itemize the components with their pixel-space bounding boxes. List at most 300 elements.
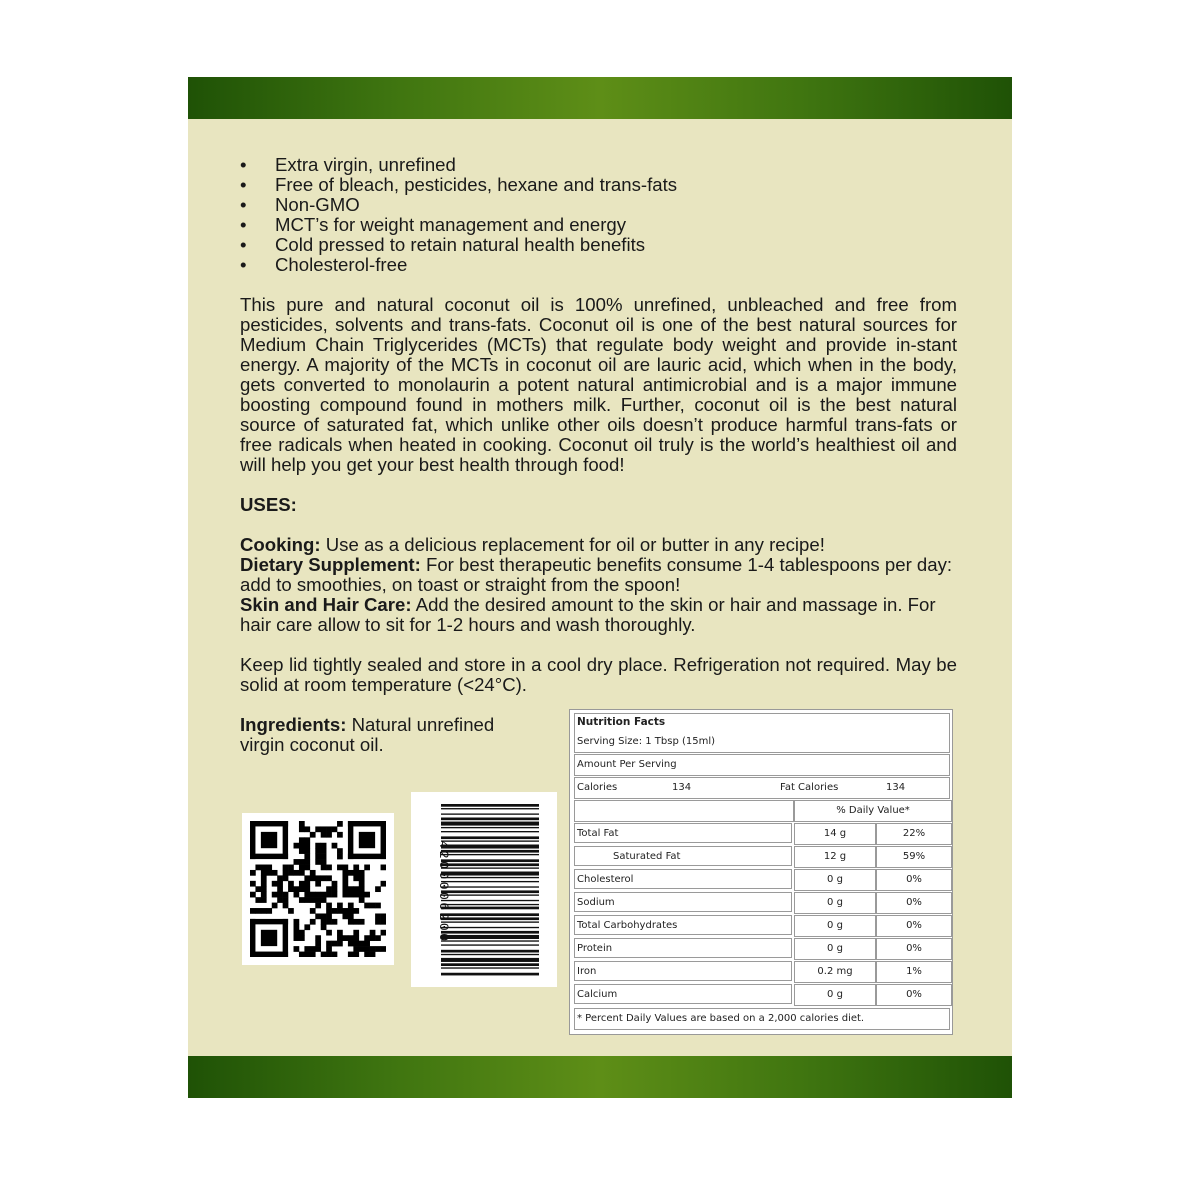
uses-heading: USES: [240, 494, 297, 515]
qr-finder [250, 854, 288, 859]
qr-module [299, 870, 305, 876]
nutrient-row [574, 823, 952, 845]
ingredients [240, 715, 540, 755]
qr-module [321, 854, 327, 860]
qr-module [288, 886, 294, 892]
amount-per-serving: Amount Per Serving [577, 759, 677, 770]
qr-module [310, 870, 316, 876]
qr-module [304, 892, 310, 898]
qr-module [342, 886, 348, 892]
qr-code-icon [250, 821, 386, 957]
nutrient-daily-value: 0% [876, 892, 952, 914]
qr-module [266, 865, 272, 871]
qr-module [294, 935, 300, 941]
qr-module [353, 919, 359, 925]
use-label: Skin and Hair Care: [240, 594, 412, 615]
qr-module [261, 908, 267, 914]
qr-module [266, 870, 272, 876]
qr-module [315, 946, 321, 952]
qr-module [304, 837, 310, 843]
feature-item: • Cholesterol-free [240, 255, 957, 275]
qr-module [315, 881, 321, 887]
qr-module [326, 941, 332, 947]
barcode-bar [441, 827, 539, 828]
barcode-bar [441, 950, 539, 953]
daily-value-header: % Daily Value* [794, 800, 952, 822]
qr-module [321, 843, 327, 849]
nutrient-amount: 0 g [794, 869, 876, 891]
qr-module [337, 854, 343, 860]
qr-module [326, 913, 332, 919]
qr-module [283, 903, 289, 909]
qr-module [375, 946, 381, 952]
nutrition-title-row [574, 713, 950, 753]
qr-module [348, 886, 354, 892]
qr-module [348, 908, 354, 914]
qr-module [348, 919, 354, 925]
qr-module [353, 892, 359, 898]
barcode-bar [441, 940, 539, 941]
footnote-row [574, 1008, 950, 1030]
nutrient-name: Calcium [574, 984, 792, 1004]
qr-module [381, 946, 386, 952]
qr-module [348, 935, 354, 941]
qr-finder [359, 832, 375, 848]
barcode-bar [441, 958, 539, 962]
qr-module [326, 865, 332, 871]
qr-module [299, 886, 305, 892]
qr-module [342, 870, 348, 876]
qr-module [353, 865, 359, 871]
use-text: Add the desired amount to the skin or hair and massage in. For hair care allow to sit for 1-2 hours and wash thoroughly. [240, 594, 936, 635]
qr-module [370, 952, 376, 957]
nutrient-name: Sodium [574, 892, 792, 912]
qr-module [332, 881, 338, 887]
qr-module [288, 908, 294, 914]
nutrient-row [574, 846, 952, 868]
qr-module [342, 935, 348, 941]
qr-module [250, 881, 256, 887]
qr-module [294, 843, 300, 849]
qr-module [250, 908, 256, 914]
qr-module [342, 875, 348, 881]
barcode-bar [441, 881, 539, 882]
barcode-bar [441, 954, 539, 955]
barcode-bar [441, 808, 539, 809]
product-label-panel [188, 77, 1012, 1098]
qr-module [304, 875, 310, 881]
qr-module [288, 870, 294, 876]
qr-module [321, 913, 327, 919]
barcode-bar [441, 927, 539, 928]
barcode-bar [441, 944, 539, 945]
barcode-bar [441, 850, 539, 853]
qr-module [304, 865, 310, 871]
qr-module [375, 935, 381, 941]
qr-module [359, 946, 365, 952]
nutrient-daily-value: 0% [876, 984, 952, 1006]
qr-finder [250, 919, 255, 957]
qr-module [381, 919, 386, 925]
nutrient-amount: 0 g [794, 984, 876, 1006]
qr-module [359, 870, 365, 876]
qr-module [359, 881, 365, 887]
qr-module [342, 865, 348, 871]
qr-module [348, 903, 354, 909]
barcode-bar [441, 907, 539, 910]
qr-module [261, 897, 267, 903]
nutrient-row [574, 938, 952, 960]
qr-module [348, 870, 354, 876]
qr-module [353, 870, 359, 876]
qr-module [304, 886, 310, 892]
qr-module [364, 892, 370, 898]
qr-module [326, 826, 332, 832]
nutrient-daily-value: 59% [876, 846, 952, 868]
qr-module [381, 865, 386, 871]
qr-module [315, 875, 321, 881]
barcode-bar [441, 904, 539, 905]
use-item-dietary-supplement [240, 555, 957, 595]
qr-module [353, 886, 359, 892]
qr-finder [250, 821, 255, 859]
barcode-bar [441, 872, 539, 876]
qr-module [315, 854, 321, 860]
qr-module [370, 903, 376, 909]
qr-module [321, 892, 327, 898]
fat-calories-value: 134 [886, 782, 906, 793]
qr-module [326, 930, 332, 936]
qr-module [364, 952, 370, 957]
barcode-bar [441, 886, 539, 887]
barcode-bar [441, 854, 539, 855]
barcode-number: 4200006200 [436, 840, 451, 944]
qr-module [304, 881, 310, 887]
barcode-bar [441, 921, 539, 922]
qr-module [277, 881, 283, 887]
qr-module [294, 886, 300, 892]
barcode-bar [441, 877, 539, 878]
qr-module [332, 908, 338, 914]
qr-module [326, 952, 332, 957]
label-text-area [240, 155, 957, 695]
barcode-bar [441, 804, 539, 807]
qr-module [299, 848, 305, 854]
nutrition-facts-panel [569, 709, 953, 1035]
use-label: Cooking: [240, 534, 321, 555]
feature-item: • Free of bleach, pesticides, hexane and trans-fats [240, 175, 957, 195]
qr-finder [261, 930, 277, 946]
qr-module [321, 897, 327, 903]
use-item-skin-hair-care [240, 595, 957, 635]
use-text: Use as a delicious replacement for oil or butter in any recipe! [320, 534, 825, 555]
nutrient-row [574, 892, 952, 914]
qr-module [326, 919, 332, 925]
qr-module [337, 941, 343, 947]
calories-label: Calories [577, 782, 618, 793]
qr-module [294, 946, 300, 952]
qr-module [315, 903, 321, 909]
qr-module [342, 913, 348, 919]
qr-module [299, 897, 305, 903]
qr-module [353, 930, 359, 936]
qr-module [299, 930, 305, 936]
qr-module [304, 952, 310, 957]
barcode-bar [441, 913, 539, 916]
qr-module [332, 919, 338, 925]
qr-module [337, 848, 343, 854]
ingredients-text: Natural unrefined virgin coconut oil. [240, 714, 495, 755]
barcode-bar [441, 845, 539, 849]
qr-module [294, 919, 300, 925]
nutrient-amount: 0 g [794, 892, 876, 914]
nutrient-name: Iron [574, 961, 792, 981]
qr-module [381, 913, 386, 919]
qr-finder [261, 832, 277, 848]
qr-module [299, 826, 305, 832]
qr-module [299, 952, 305, 957]
qr-module [321, 826, 327, 832]
qr-module [348, 913, 354, 919]
qr-module [375, 919, 381, 925]
qr-module [294, 859, 300, 865]
qr-module [272, 903, 278, 909]
fat-calories-label: Fat Calories [780, 782, 839, 793]
qr-module [299, 935, 305, 941]
qr-module [364, 946, 370, 952]
qr-module [348, 952, 354, 957]
qr-module [261, 865, 267, 871]
qr-module [310, 832, 316, 838]
qr-module [310, 897, 316, 903]
qr-finder [348, 821, 353, 859]
barcode-bar [441, 935, 539, 939]
qr-module [288, 881, 294, 887]
qr-module [261, 870, 267, 876]
barcode [411, 792, 557, 987]
qr-module [277, 897, 283, 903]
qr-finder [250, 952, 288, 957]
qr-module [255, 886, 261, 892]
qr-module [332, 826, 338, 832]
barcode-bar [441, 967, 539, 968]
qr-module [304, 854, 310, 860]
product-description: This pure and natural coconut oil is 100% unrefined, unbleached and free from pesticides, solvents and trans-fats. Coconut oil is one of the best natural sources for Medium Chain Triglycerides (MCTs) that regulate body weight and provide in-stant energy. A majority of the MCTs in coconut oil are lauric acid, which when in the body, gets converted to monolaurin a potent natural antimicrobial and is a major immune boosting compound found in mothers milk. Further, coconut oil is the best natural source of saturated fat, which unlike other oils doesn’t produce harmful trans-fats or free radicals when heated in cooking. Coconut oil truly is the world’s healthiest oil and will help you get your best health through food! [240, 294, 957, 475]
feature-list [240, 155, 957, 275]
qr-module [337, 832, 343, 838]
qr-module [294, 870, 300, 876]
qr-module [321, 865, 327, 871]
qr-module [337, 821, 343, 827]
barcode-bar [441, 894, 539, 895]
qr-module [283, 897, 289, 903]
qr-module [342, 892, 348, 898]
qr-finder [250, 919, 288, 924]
qr-module [337, 930, 343, 936]
qr-module [326, 832, 332, 838]
qr-module [299, 881, 305, 887]
qr-module [321, 848, 327, 854]
barcode-bar [441, 813, 539, 814]
qr-module [337, 908, 343, 914]
qr-module [353, 908, 359, 914]
qr-module [342, 908, 348, 914]
qr-module [277, 886, 283, 892]
qr-module [299, 865, 305, 871]
qr-module [364, 903, 370, 909]
qr-module [304, 946, 310, 952]
qr-module [310, 946, 316, 952]
qr-finder [348, 821, 386, 826]
qr-module [294, 924, 300, 930]
feature-item: • MCT’s for weight management and energy [240, 215, 957, 235]
qr-module [381, 881, 386, 887]
qr-module [310, 908, 316, 914]
nutrient-amount: 0 g [794, 915, 876, 937]
qr-module [261, 875, 267, 881]
qr-module [332, 886, 338, 892]
nutrient-daily-value: 22% [876, 823, 952, 845]
qr-module [255, 908, 261, 914]
qr-module [332, 952, 338, 957]
qr-finder [348, 854, 386, 859]
qr-module [337, 903, 343, 909]
qr-module [326, 908, 332, 914]
qr-finder [283, 821, 288, 859]
qr-module [315, 892, 321, 898]
barcode-bar [441, 973, 539, 976]
barcode-bar [441, 859, 539, 862]
nutrient-daily-value: 1% [876, 961, 952, 983]
qr-module [277, 875, 283, 881]
barcode-bar [441, 818, 539, 821]
qr-module [277, 892, 283, 898]
nutrient-amount: 0.2 mg [794, 961, 876, 983]
feature-item: • Cold pressed to retain natural health benefits [240, 235, 957, 255]
qr-module [310, 919, 316, 925]
qr-module [370, 930, 376, 936]
qr-module [353, 941, 359, 947]
qr-module [359, 886, 365, 892]
qr-module [348, 892, 354, 898]
qr-module [283, 865, 289, 871]
nutrient-name: Saturated Fat [574, 846, 792, 866]
qr-module [332, 941, 338, 947]
qr-module [299, 859, 305, 865]
ingredients-label: Ingredients: [240, 714, 347, 735]
qr-code [242, 813, 394, 965]
nutrient-row [574, 984, 952, 1006]
qr-module [299, 821, 305, 827]
qr-module [337, 865, 343, 871]
qr-module [359, 941, 365, 947]
qr-module [294, 930, 300, 936]
nutrient-amount: 12 g [794, 846, 876, 868]
qr-module [272, 870, 278, 876]
barcode-icon [411, 792, 557, 987]
header-blank-cell [574, 800, 794, 822]
nutrient-name: Cholesterol [574, 869, 792, 889]
nutrient-name: Total Carbohydrates [574, 915, 792, 935]
nutrition-title: Nutrition Facts [577, 716, 666, 728]
qr-module [310, 952, 316, 957]
qr-module [315, 935, 321, 941]
nutrient-name: Protein [574, 938, 792, 958]
qr-module [261, 892, 267, 898]
qr-module [326, 903, 332, 909]
qr-module [315, 843, 321, 849]
storage-instructions: Keep lid tightly sealed and store in a cool dry place. Refrigeration not required. May be solid at room temperature (<24°C). [240, 654, 957, 695]
qr-module [283, 870, 289, 876]
qr-module [342, 881, 348, 887]
qr-module [310, 892, 316, 898]
qr-module [375, 913, 381, 919]
calories-value: 134 [672, 782, 692, 793]
qr-module [332, 843, 338, 849]
qr-module [326, 886, 332, 892]
qr-module [304, 826, 310, 832]
qr-module [326, 875, 332, 881]
nutrition-footnote: * Percent Daily Values are based on a 2,000 calories diet. [577, 1013, 865, 1024]
qr-module [315, 913, 321, 919]
bottom-green-band [188, 1056, 1012, 1098]
barcode-bar [441, 931, 539, 934]
qr-module [288, 865, 294, 871]
qr-module [304, 848, 310, 854]
qr-module [261, 886, 267, 892]
nutrient-row [574, 915, 952, 937]
qr-module [348, 941, 354, 947]
nutrient-row [574, 869, 952, 891]
qr-module [321, 952, 327, 957]
nutrient-amount: 0 g [794, 938, 876, 960]
nutrient-daily-value: 0% [876, 915, 952, 937]
qr-module [283, 892, 289, 898]
qr-module [315, 897, 321, 903]
qr-module [315, 826, 321, 832]
qr-module [364, 935, 370, 941]
barcode-bar [441, 890, 539, 893]
qr-module [359, 892, 365, 898]
qr-module [321, 875, 327, 881]
qr-module [304, 843, 310, 849]
nutrient-amount: 14 g [794, 823, 876, 845]
qr-module [299, 843, 305, 849]
qr-module [364, 865, 370, 871]
qr-module [250, 870, 256, 876]
qr-module [321, 859, 327, 865]
qr-module [370, 946, 376, 952]
use-item-cooking [240, 535, 957, 555]
amount-per-serving-row [574, 754, 950, 776]
qr-module [255, 897, 261, 903]
feature-item: • Non-GMO [240, 195, 957, 215]
qr-module [304, 924, 310, 930]
barcode-bar [441, 836, 539, 839]
qr-module [359, 897, 365, 903]
qr-finder [381, 821, 386, 859]
qr-module [375, 903, 381, 909]
qr-module [375, 886, 381, 892]
nutrient-row [574, 961, 952, 983]
barcode-bar [441, 822, 539, 826]
top-green-band [188, 77, 1012, 119]
qr-module [315, 941, 321, 947]
qr-module [250, 892, 256, 898]
feature-item: • Extra virgin, unrefined [240, 155, 957, 175]
calories-row [574, 777, 950, 799]
qr-module [310, 875, 316, 881]
